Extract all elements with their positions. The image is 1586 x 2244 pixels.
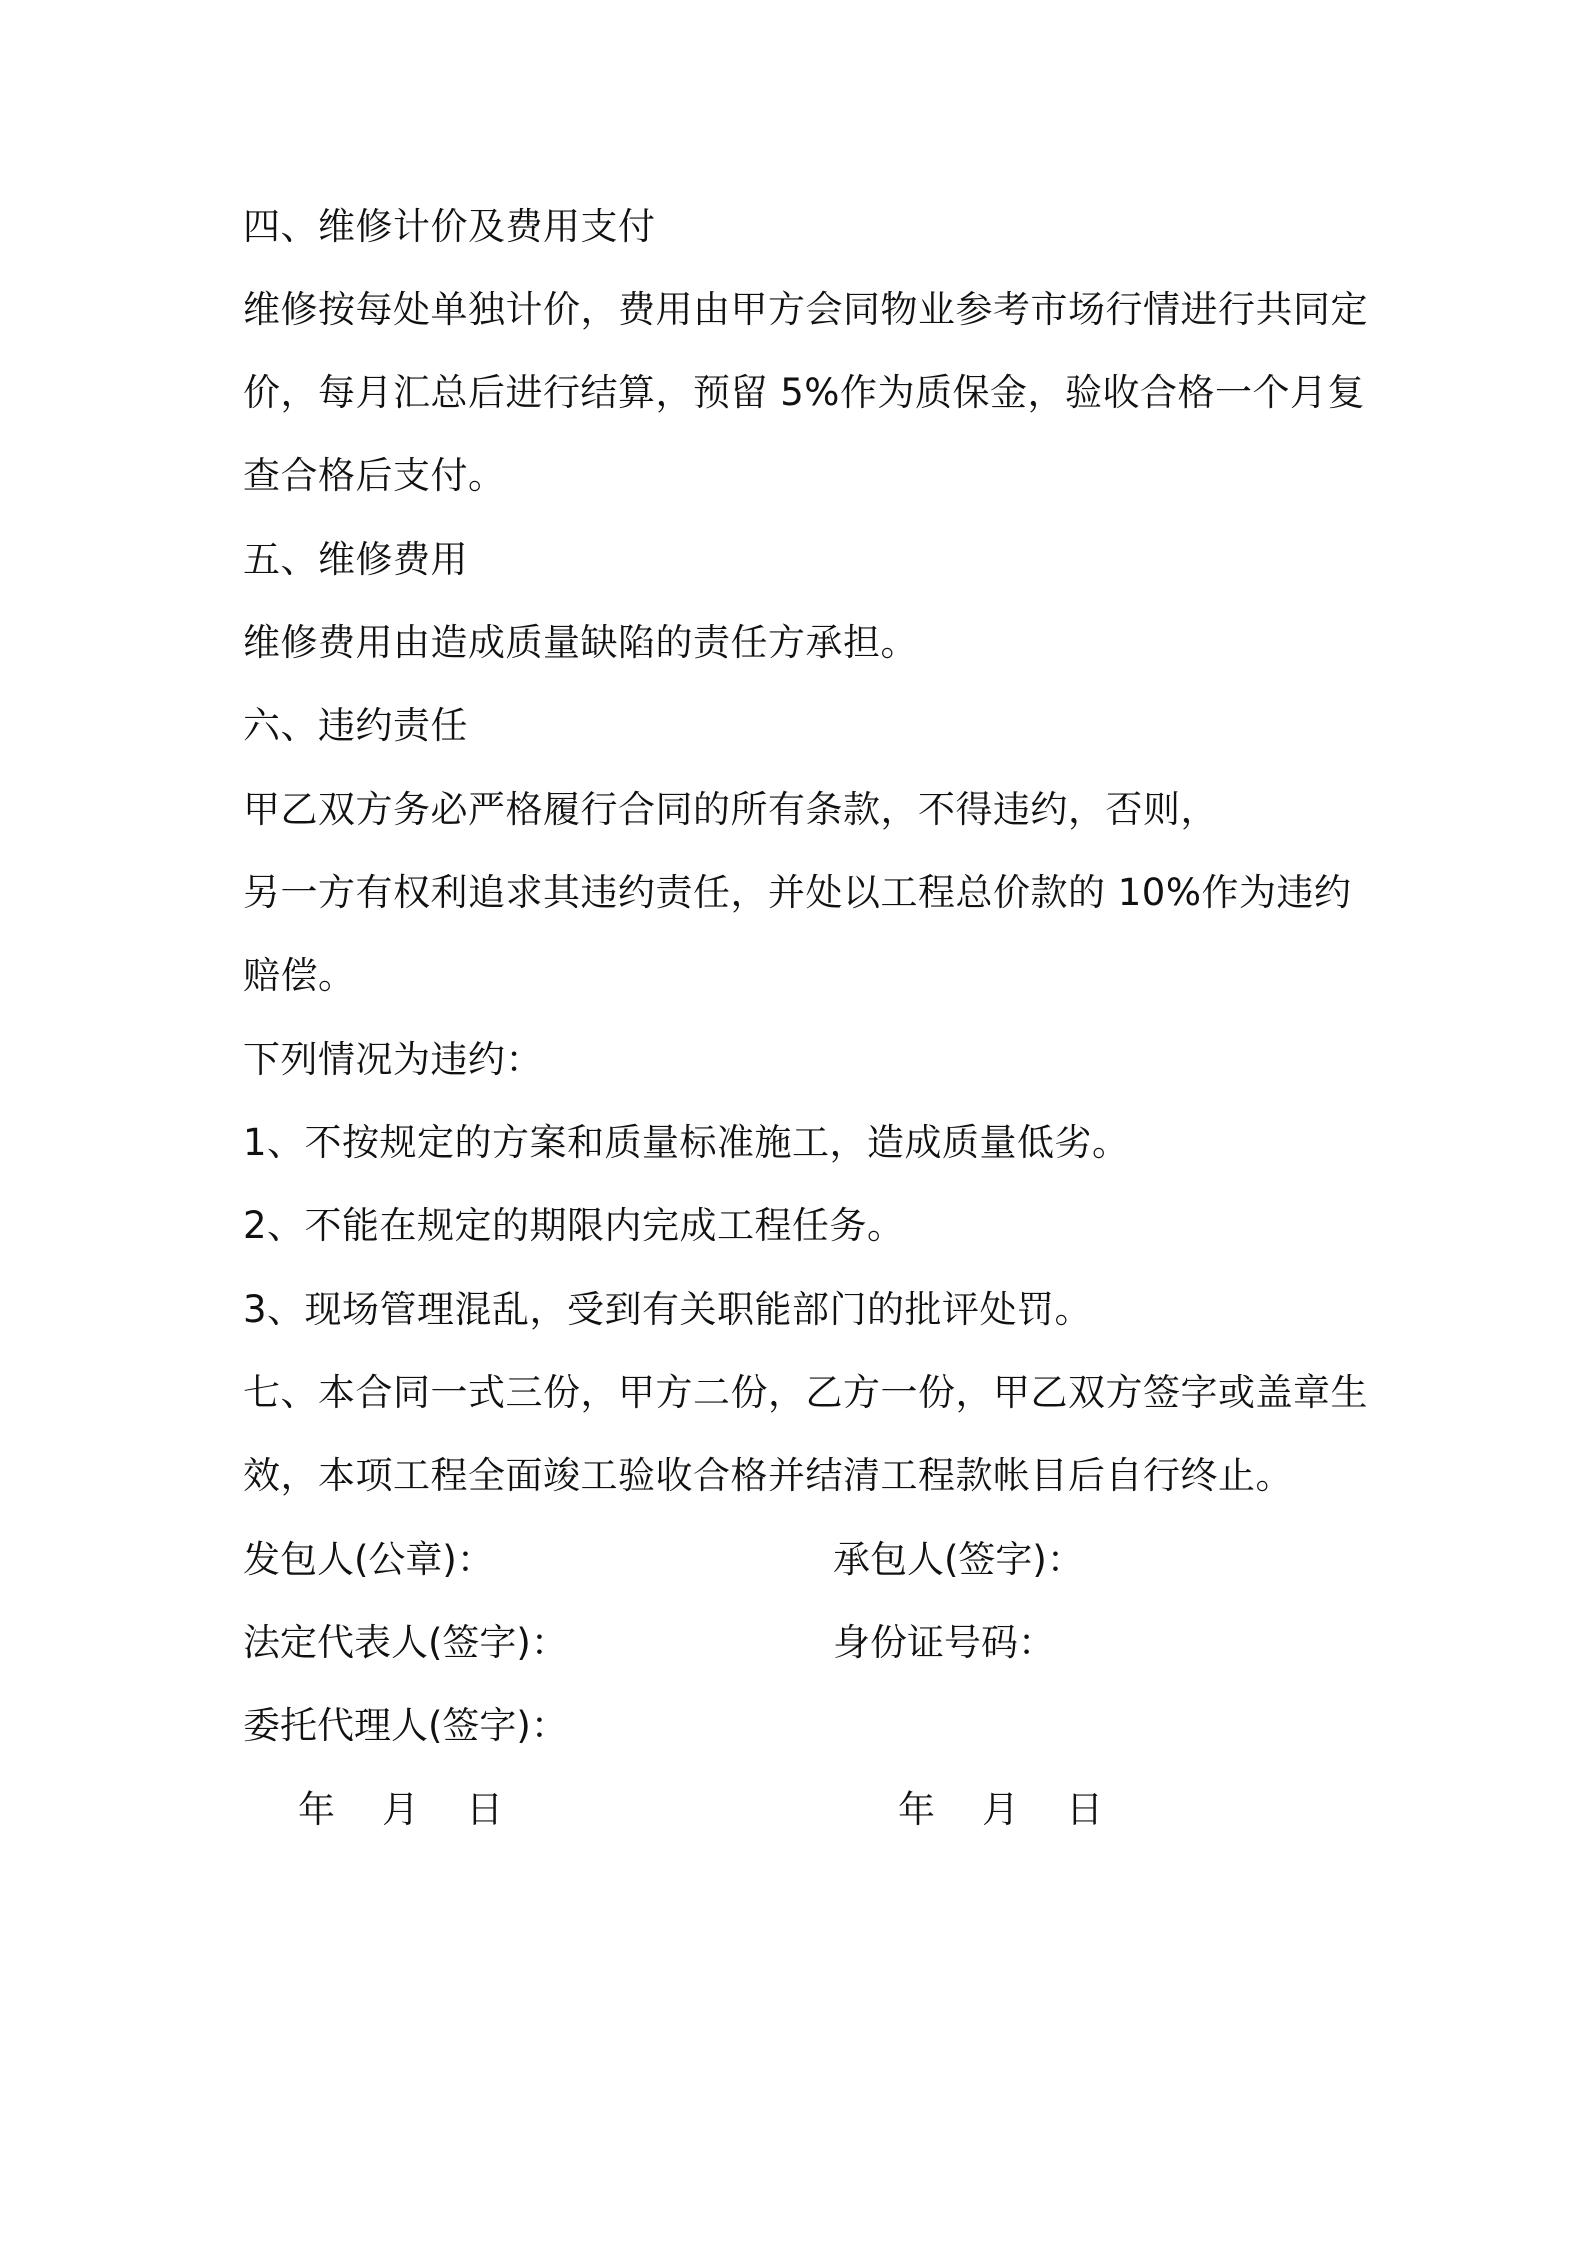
employer-seal-label: 发包人(公章)： <box>243 1538 494 1581</box>
section-7-paragraph-line-2: 效，本项工程全面竣工验收合格并结清工程款帐目后自行终止。 <box>243 1454 1293 1497</box>
section-4-paragraph-line-2: 价，每月汇总后进行结算，预留 5%作为质保金，验收合格一个月复 <box>243 371 1365 414</box>
breach-item-3: 3、现场管理混乱，受到有关职能部门的批评处罚。 <box>243 1288 1093 1331</box>
breach-item-2: 2、不能在规定的期限内完成工程任务。 <box>243 1204 905 1247</box>
section-6-paragraph-line-3: 赔偿。 <box>243 954 356 997</box>
id-number-label: 身份证号码： <box>833 1621 1055 1664</box>
section-6-paragraph-line-2: 另一方有权利追求其违约责任，并处以工程总价款的 10%作为违约 <box>243 871 1352 914</box>
section-6-paragraph-line-1: 甲乙双方务必严格履行合同的所有条款，不得违约，否则， <box>243 788 1218 831</box>
section-4-paragraph-line-3: 查合格后支付。 <box>243 454 506 497</box>
breach-list-intro: 下列情况为违约： <box>243 1038 543 1081</box>
section-4-heading: 四、维修计价及费用支付 <box>243 205 656 248</box>
agent-sign-label: 委托代理人(签字)： <box>243 1704 568 1747</box>
section-5-paragraph: 维修费用由造成质量缺陷的责任方承担。 <box>243 621 918 664</box>
employer-date-line: 年 月 日 <box>298 1788 504 1831</box>
section-6-heading: 六、违约责任 <box>243 704 468 747</box>
contractor-date-line: 年 月 日 <box>898 1788 1104 1831</box>
breach-item-1: 1、不按规定的方案和质量标准施工，造成质量低劣。 <box>243 1121 1130 1164</box>
legal-representative-sign-label: 法定代表人(签字)： <box>243 1621 568 1664</box>
section-7-paragraph-line-1: 七、本合同一式三份，甲方二份，乙方一份，甲乙双方签字或盖章生 <box>243 1371 1368 1414</box>
contractor-sign-label: 承包人(签字)： <box>833 1538 1084 1581</box>
section-4-paragraph-line-1: 维修按每处单独计价，费用由甲方会同物业参考市场行情进行共同定 <box>243 288 1368 331</box>
section-5-heading: 五、维修费用 <box>243 538 468 581</box>
